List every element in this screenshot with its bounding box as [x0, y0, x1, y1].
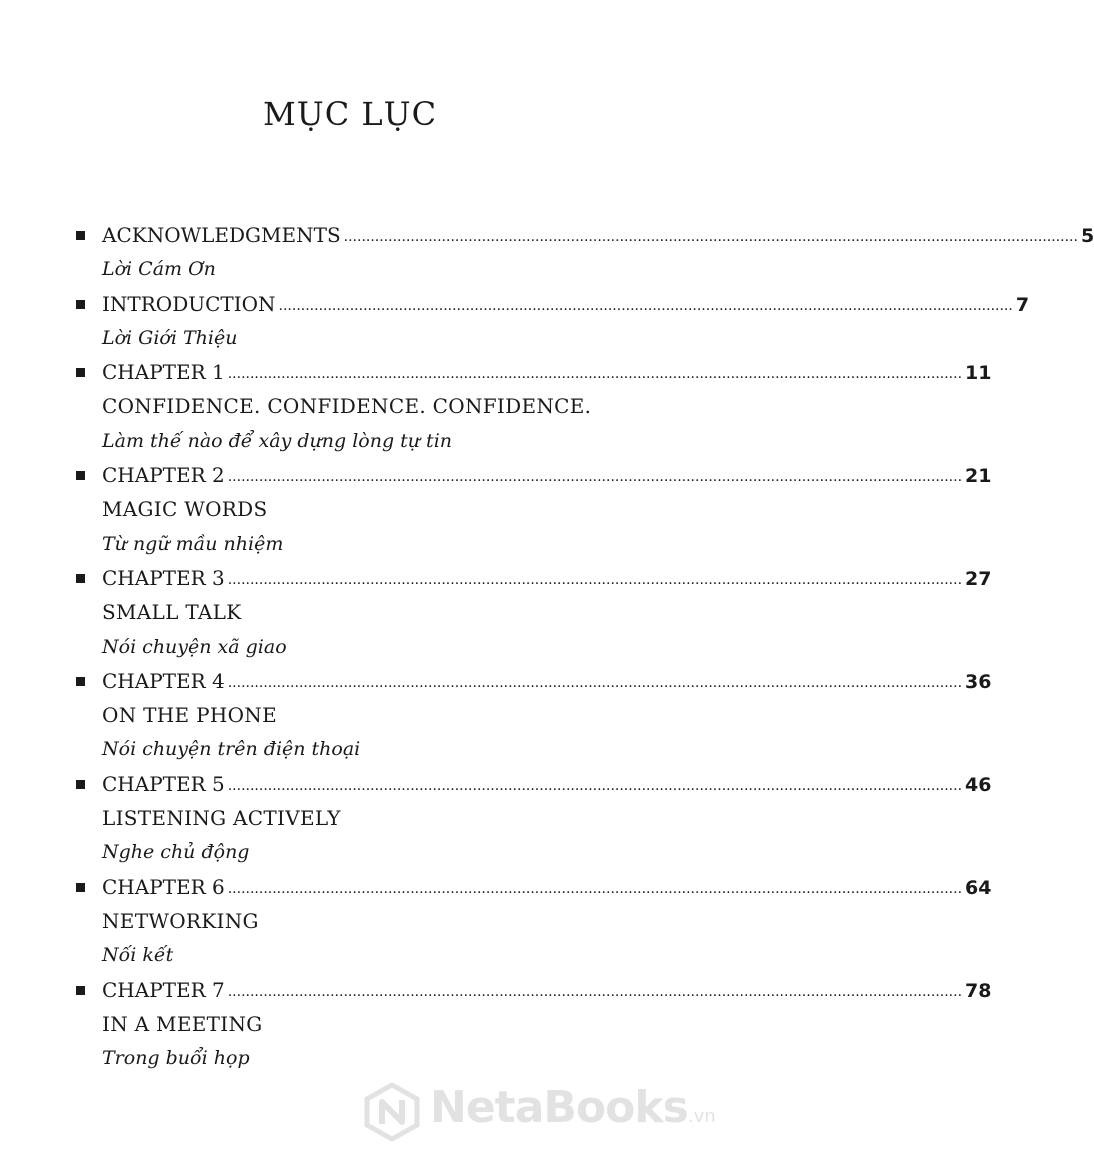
toc-english-title: ON THE PHONE: [102, 703, 277, 728]
bullet-icon: [76, 883, 85, 892]
toc-english-title: NETWORKING: [102, 908, 259, 933]
toc-english-title: LISTENING ACTIVELY: [102, 806, 341, 831]
table-of-contents: [76, 218, 1094, 1075]
toc-entry-label: ACKNOWLEDGMENTS: [102, 223, 341, 247]
bullet-icon: [76, 986, 85, 995]
bullet-icon: [76, 300, 85, 309]
bullet-icon: [76, 231, 85, 240]
watermark-brand: NetaBooks: [430, 1082, 688, 1133]
toc-vietnamese-title: Nói chuyện trên điện thoại: [102, 738, 361, 761]
toc-vietnamese-title: Trong buổi họp: [102, 1047, 250, 1070]
toc-vietnamese-title: Nối kết: [102, 944, 174, 967]
dot-leader: [279, 289, 1013, 323]
toc-english-title: IN A MEETING: [102, 1011, 263, 1036]
toc-page-number: 46: [965, 773, 992, 796]
toc-entry-chapter-3: [76, 561, 992, 595]
toc-page-number: 64: [965, 876, 992, 899]
toc-page-number: 5: [1080, 225, 1094, 247]
toc-entry-chapter-1: [76, 355, 992, 389]
toc-entry-label: CHAPTER 5: [102, 771, 225, 796]
dot-leader: [228, 460, 962, 494]
dot-leader: [228, 769, 962, 803]
toc-entry-label: CHAPTER 2: [102, 463, 225, 488]
bullet-icon: [76, 677, 85, 686]
bullet-icon: [76, 368, 85, 377]
toc-entry-chapter-4: [76, 664, 992, 698]
toc-page-number: 78: [965, 979, 992, 1002]
toc-page-number: 21: [965, 465, 992, 488]
toc-entry-label: INTRODUCTION: [102, 291, 276, 316]
toc-page-number: 11: [965, 362, 992, 385]
watermark-text: [430, 1082, 716, 1133]
toc-entry-acknowledgments: [76, 218, 1094, 252]
dot-leader: [228, 872, 962, 906]
toc-page-number: 7: [1015, 293, 1030, 316]
toc-vietnamese-title: Từ ngữ mầu nhiệm: [102, 532, 284, 555]
toc-page-number: 27: [965, 567, 992, 590]
toc-entry-chapter-5: [76, 767, 992, 801]
dot-leader: [344, 220, 1078, 254]
bullet-icon: [76, 780, 85, 789]
toc-english-title: CONFIDENCE. CONFIDENCE. CONFIDENCE.: [102, 394, 592, 419]
toc-entry-label: CHAPTER 1: [102, 360, 225, 385]
toc-entry-label: CHAPTER 7: [102, 977, 225, 1002]
toc-entry-chapter-7: [76, 973, 992, 1007]
toc-entry-chapter-2: [76, 458, 992, 492]
toc-entry-label: CHAPTER 6: [102, 874, 225, 899]
bullet-icon: [76, 574, 85, 583]
toc-vietnamese-title: Làm thế nào để xây dựng lòng tự tin: [102, 429, 453, 452]
dot-leader: [228, 357, 962, 391]
netabooks-logo-icon: [362, 1082, 422, 1142]
bullet-icon: [76, 471, 85, 480]
toc-english-title: MAGIC WORDS: [102, 497, 268, 522]
watermark-suffix: .vn: [687, 1106, 716, 1127]
dot-leader: [228, 563, 962, 597]
toc-vietnamese-title: Lời Giới Thiệu: [102, 326, 238, 349]
toc-page-number: 36: [965, 670, 992, 693]
dot-leader: [228, 975, 962, 1009]
toc-english-title: SMALL TALK: [102, 600, 242, 625]
toc-entry-label: CHAPTER 3: [102, 565, 225, 590]
toc-entry-label: CHAPTER 4: [102, 668, 225, 693]
dot-leader: [228, 666, 962, 700]
toc-vietnamese-title: Nói chuyện xã giao: [102, 635, 287, 658]
toc-vietnamese-title: Lời Cám Ơn: [102, 258, 216, 281]
toc-entry-introduction: [76, 287, 1030, 321]
page-title: MỤC LỤC: [262, 95, 438, 133]
toc-entry-chapter-6: [76, 870, 992, 904]
toc-vietnamese-title: Nghe chủ động: [102, 841, 250, 864]
netabooks-watermark: [362, 1078, 716, 1144]
